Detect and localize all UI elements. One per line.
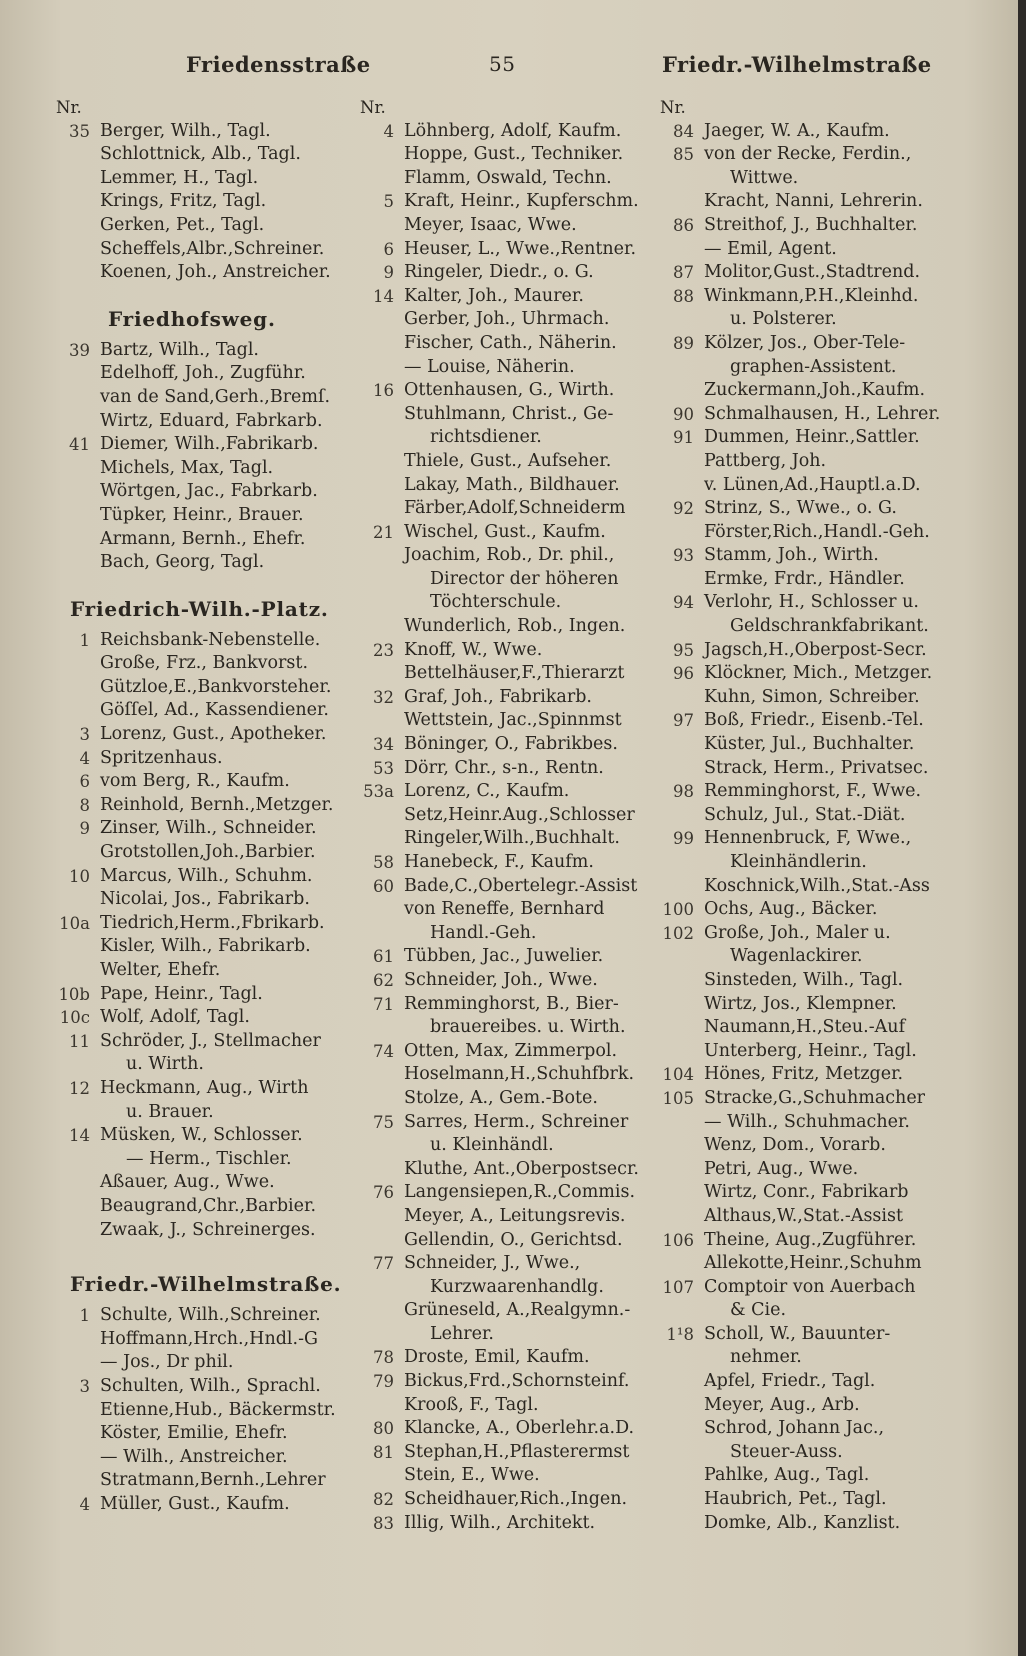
list-item: Wagenlackirer. bbox=[730, 946, 863, 967]
list-item: Scheffels,Albr.,Schreiner. bbox=[100, 238, 325, 259]
list-item: 23 Knoff, W., Wwe. bbox=[373, 639, 543, 660]
list-item: — Emil, Agent. bbox=[704, 238, 837, 259]
list-item: Grüneseld, A.,Realgymn.- bbox=[404, 1300, 631, 1321]
list-item: Tüpker, Heinr., Brauer. bbox=[100, 504, 304, 525]
list-item: 98 Remminghorst, F., Wwe. bbox=[673, 781, 922, 802]
list-item: Förster,Rich.,Handl.-Geh. bbox=[704, 521, 930, 542]
list-item: 96 Klöckner, Mich., Metzger. bbox=[673, 663, 933, 684]
list-item: 60 Bade,C.,Obertelegr.-Assist bbox=[373, 875, 638, 896]
list-item: 107 Comptoir von Auerbach bbox=[662, 1276, 916, 1297]
list-item: 39 Bartz, Wilh., Tagl. bbox=[69, 339, 259, 360]
list-item: Pahlke, Aug., Tagl. bbox=[704, 1465, 870, 1486]
list-item: 32 Graf, Joh., Fabrikarb. bbox=[373, 686, 592, 707]
list-item: 97 Boß, Friedr., Eisenb.-Tel. bbox=[673, 710, 924, 731]
list-item: Zuckermann,Joh.,Kaufm. bbox=[704, 380, 926, 401]
list-item: 3 Schulten, Wilh., Sprachl. bbox=[79, 1375, 321, 1396]
list-item: Gellendin, O., Gerichtsd. bbox=[404, 1229, 623, 1250]
list-item: richtsdiener. bbox=[430, 427, 542, 448]
list-item: Bettelhäuser,F.,Thierarzt bbox=[404, 663, 625, 684]
list-item: u. Polsterer. bbox=[730, 309, 837, 330]
list-item: Wirtz, Jos., Klempner. bbox=[704, 993, 897, 1014]
page-number: 55 bbox=[489, 52, 516, 76]
scan-edge bbox=[1018, 0, 1026, 1656]
list-item: Göſſel, Ad., Kassendiener. bbox=[100, 700, 329, 721]
list-item: 61 Tübben, Jac., Juwelier. bbox=[373, 946, 604, 967]
list-item: Handl.-Geh. bbox=[430, 922, 537, 943]
list-item: 5 Kraft, Heinr., Kupferschm. bbox=[383, 191, 639, 212]
list-item: 14 Kalter, Joh., Maurer. bbox=[373, 285, 584, 306]
list-item: Ermke, Frdr., Händler. bbox=[704, 568, 905, 589]
list-item: 78 Droste, Emil, Kaufm. bbox=[373, 1347, 590, 1368]
header-right-street: Friedr.-Wilhelmstraße bbox=[662, 52, 932, 77]
list-item: 6 Heuser, L., Wwe.,Rentner. bbox=[383, 238, 637, 259]
list-item: Nicolai, Jos., Fabrikarb. bbox=[100, 889, 310, 910]
list-item: 58 Hanebeck, F., Kaufm. bbox=[373, 852, 594, 872]
list-item: Meyer, Aug., Arb. bbox=[704, 1394, 860, 1415]
list-item: Hoffmann,Hrch.,Hndl.-G bbox=[100, 1328, 318, 1349]
list-item: Wittwe. bbox=[730, 167, 799, 188]
list-item: 79 Bickus,Frd.,Schornsteinf. bbox=[373, 1371, 630, 1392]
list-item: Lemmer, H., Tagl. bbox=[100, 167, 259, 188]
list-item: 80 Klancke, A., Oberlehr.a.D. bbox=[373, 1418, 635, 1439]
list-item: Stolze, A., Gem.-Bote. bbox=[404, 1087, 598, 1108]
list-item: 4 Löhnberg, Adolf, Kaufm. bbox=[383, 120, 622, 141]
list-item: Schrod, Johann Jac., bbox=[704, 1418, 885, 1439]
list-item: — Herm., Tischler. bbox=[126, 1148, 292, 1169]
list-item: graphen-Assistent. bbox=[730, 356, 897, 377]
section-heading: Friedhofsweg. bbox=[108, 306, 276, 331]
list-item: Gützloe,E.,Bankvorsteher. bbox=[100, 676, 332, 697]
list-item: Kisler, Wilh., Fabrikarb. bbox=[100, 936, 311, 957]
list-item: Köster, Emilie, Ehefr. bbox=[100, 1423, 288, 1444]
list-item: 74 Otten, Max, Zimmerpol. bbox=[373, 1040, 618, 1061]
list-item: Wunderlich, Rob., Ingen. bbox=[404, 616, 626, 637]
list-item: Fischer, Cath., Näherin. bbox=[404, 332, 617, 353]
list-item: 95 Jagsch,H.,Oberpost-Secr. bbox=[673, 639, 927, 660]
list-item: 93 Stamm, Joh., Wirth. bbox=[673, 545, 879, 566]
list-item: nehmer. bbox=[730, 1347, 802, 1368]
list-item: Kluthe, Ant.,Oberpostsecr. bbox=[404, 1158, 639, 1179]
page-header bbox=[0, 52, 1026, 82]
list-item: von Reneffe, Bernhard bbox=[404, 899, 605, 920]
list-item: 77 Schneider, J., Wwe., bbox=[373, 1253, 581, 1274]
list-item: Thiele, Gust., Aufseher. bbox=[404, 450, 612, 471]
list-item: Petri, Aug., Wwe. bbox=[704, 1158, 859, 1179]
list-item: Kurzwaarenhandlg. bbox=[430, 1276, 604, 1297]
list-item: 1¹8 Scholl, W., Bauunter- bbox=[666, 1323, 891, 1344]
list-item: 35 Berger, Wilh., Tagl. bbox=[69, 120, 271, 141]
list-item: Strack, Herm., Privatsec. bbox=[704, 757, 929, 778]
list-item: 62 Schneider, Joh., Wwe. bbox=[373, 969, 598, 990]
list-item: 85 von der Recke, Ferdin., bbox=[673, 144, 912, 165]
list-item: Schulz, Jul., Stat.-Diät. bbox=[704, 804, 906, 825]
list-item: Schlottnick, Alb., Tagl. bbox=[100, 144, 301, 165]
list-item: Wenz, Dom., Vorarb. bbox=[704, 1135, 886, 1156]
list-item: Steuer-Auss. bbox=[730, 1441, 843, 1462]
list-item: 53a Lorenz, C., Kaufm. bbox=[363, 781, 570, 802]
list-item: 90 Schmalhausen, H., Lehrer. bbox=[673, 403, 941, 424]
list-item: & Cie. bbox=[730, 1300, 787, 1321]
list-item: Welter, Ehefr. bbox=[100, 960, 221, 980]
list-item: Geldschrankfabrikant. bbox=[730, 616, 929, 637]
list-item: Koenen, Joh., Anstreicher. bbox=[100, 262, 331, 283]
list-item: 92 Strinz, S., Wwe., o. G. bbox=[673, 498, 897, 519]
list-item: 4 Spritzenhaus. bbox=[79, 747, 223, 768]
list-item: 75 Sarres, Herm., Schreiner bbox=[373, 1111, 629, 1132]
list-item: 91 Dummen, Heinr.,Sattler. bbox=[673, 427, 920, 448]
column-1 bbox=[56, 96, 356, 1636]
list-item: u. Wirth. bbox=[126, 1054, 204, 1075]
list-item: Gerken, Pet., Tagl. bbox=[100, 214, 265, 235]
list-item: Kuhn, Simon, Schreiber. bbox=[704, 686, 920, 707]
list-item: Flamm, Oswald, Techn. bbox=[404, 167, 612, 188]
list-item: Armann, Bernh., Ehefr. bbox=[100, 528, 306, 549]
list-item: brauereibes. u. Wirth. bbox=[430, 1017, 626, 1038]
list-item: 11 Schröder, J., Stellmacher bbox=[69, 1030, 321, 1051]
list-item: Töchterschule. bbox=[430, 592, 562, 613]
list-item: 100 Ochs, Aug., Bäcker. bbox=[662, 899, 878, 920]
header-left-street: Friedensstraße bbox=[186, 52, 371, 77]
list-item: 83 Illig, Wilh., Architekt. bbox=[373, 1512, 596, 1533]
list-item: 4 Müller, Gust., Kaufm. bbox=[79, 1493, 290, 1514]
list-item: Etienne,Hub., Bäckermstr. bbox=[100, 1399, 336, 1420]
list-item: Stein, E., Wwe. bbox=[404, 1465, 540, 1486]
list-item: Lakay, Math., Bildhauer. bbox=[404, 474, 620, 495]
list-item: 12 Heckmann, Aug., Wirth bbox=[69, 1077, 309, 1098]
list-item: Apfel, Friedr., Tagl. bbox=[704, 1371, 876, 1392]
list-item: Sinsteden, Wilh., Tagl. bbox=[704, 969, 904, 990]
list-item: Wirtz, Conr., Fabrikarb bbox=[704, 1182, 909, 1203]
list-item: Pattberg, Joh. bbox=[704, 450, 827, 471]
list-item: 9 Ringeler, Diedr., o. G. bbox=[383, 262, 594, 283]
list-item: 10c Wolf, Adolf, Tagl. bbox=[59, 1007, 250, 1028]
list-item: Küster, Jul., Buchhalter. bbox=[704, 734, 915, 755]
list-item: 82 Scheidhauer,Rich.,Ingen. bbox=[373, 1489, 628, 1510]
list-item: Koschnick,Wilh.,Stat.-Ass bbox=[704, 875, 930, 896]
list-item: Nr. bbox=[360, 98, 386, 117]
list-item: Färber,Adolf,Schneiderm bbox=[404, 498, 626, 519]
list-item: — Louise, Näherin. bbox=[404, 356, 575, 377]
list-item: Michels, Max, Tagl. bbox=[100, 457, 274, 478]
list-item: 89 Kölzer, Jos., Ober-Tele- bbox=[673, 332, 906, 353]
list-item: Hoselmann,H.,Schuhfbrk. bbox=[404, 1064, 635, 1085]
section-heading: Friedrich-Wilh.-Platz. bbox=[70, 596, 329, 621]
list-item: Bach, Georg, Tagl. bbox=[100, 552, 265, 573]
list-item: — Wilh., Anstreicher. bbox=[100, 1446, 288, 1467]
list-item: 16 Ottenhausen, G., Wirth. bbox=[373, 380, 615, 401]
list-item: 81 Stephan,H.,Pflasterermst bbox=[373, 1441, 630, 1462]
list-item: u. Brauer. bbox=[126, 1101, 214, 1122]
list-item: — Wilh., Schuhmacher. bbox=[704, 1111, 910, 1132]
list-item: 21 Wischel, Gust., Kaufm. bbox=[373, 521, 606, 542]
list-item: 76 Langensiepen,R.,Commis. bbox=[373, 1182, 636, 1203]
list-item: Krings, Fritz, Tagl. bbox=[100, 191, 267, 212]
list-item: Naumann,H.,Steu.-Auf bbox=[704, 1017, 906, 1038]
list-item: v. Lünen,Ad.,Hauptl.a.D. bbox=[704, 474, 921, 495]
list-item: Beaugrand,Chr.,Barbier. bbox=[100, 1195, 317, 1216]
list-item: Haubrich, Pet., Tagl. bbox=[704, 1489, 887, 1510]
list-item: Edelhoff, Joh., Zugführ. bbox=[100, 363, 306, 384]
list-item: 14 Müsken, W., Schlosser. bbox=[69, 1125, 303, 1146]
list-item: 106 Theine, Aug.,Zugführer. bbox=[662, 1229, 917, 1250]
list-item: 41 Diemer, Wilh.,Fabrikarb. bbox=[69, 434, 319, 455]
list-item: Althaus,W.,Stat.-Assist bbox=[704, 1205, 904, 1226]
list-item: Domke, Alb., Kanzlist. bbox=[704, 1512, 901, 1533]
column-3 bbox=[660, 96, 996, 1636]
list-item: Director der höheren bbox=[430, 568, 619, 589]
list-item: 88 Winkmann,P.H.,Kleinhd. bbox=[673, 285, 919, 306]
list-item: 9 Zinser, Wilh., Schneider. bbox=[79, 818, 317, 839]
list-item: 8 Reinhold, Bernh.,Metzger. bbox=[79, 794, 334, 815]
list-item: Wettstein, Jac.,Spinnmst bbox=[404, 710, 622, 731]
list-item: Ringeler,Wilh.,Buchhalt. bbox=[404, 828, 620, 849]
list-item: 1 Schulte, Wilh.,Schreiner. bbox=[79, 1305, 321, 1326]
list-item: Nr. bbox=[56, 98, 82, 117]
list-item: 10 Marcus, Wilh., Schuhm. bbox=[69, 865, 313, 886]
list-item: 94 Verlohr, H., Schlosser u. bbox=[673, 592, 919, 613]
list-item: 87 Molitor,Gust.,Stadtrend. bbox=[673, 262, 921, 283]
list-item: 1 Reichsbank-Nebenstelle. bbox=[79, 629, 321, 650]
list-item: 102 Große, Joh., Maler u. bbox=[662, 922, 891, 943]
column-2 bbox=[360, 96, 660, 1636]
list-item: Nr. bbox=[660, 98, 686, 117]
list-item: 53 Dörr, Chr., s-n., Rentn. bbox=[373, 757, 604, 778]
list-item: Wirtz, Eduard, Fabrkarb. bbox=[100, 410, 323, 431]
list-item: 34 Böninger, O., Fabrikbes. bbox=[373, 734, 618, 755]
list-item: van de Sand,Gerh.,Bremſ. bbox=[100, 386, 331, 407]
list-item: Hoppe, Gust., Techniker. bbox=[404, 144, 624, 165]
list-item: Aßauer, Aug., Wwe. bbox=[100, 1172, 275, 1193]
list-item: — Jos., Dr phil. bbox=[100, 1352, 234, 1373]
list-item: 10a Tiedrich,Herm.,Fbrikarb. bbox=[59, 912, 325, 933]
list-item: 71 Remminghorst, B., Bier- bbox=[373, 993, 619, 1014]
list-item: Setz,Heinr.Aug.,Schlosser bbox=[404, 804, 635, 825]
list-item: Kleinhändlerin. bbox=[730, 852, 867, 872]
list-item: Große, Frz., Bankvorst. bbox=[100, 653, 309, 674]
list-item: u. Kleinhändl. bbox=[430, 1135, 554, 1156]
list-item: Zwaak, J., Schreinerges. bbox=[100, 1219, 316, 1240]
list-item: Grotstollen,Joh.,Barbier. bbox=[100, 842, 316, 863]
list-item: Wörtgen, Jac., Fabrkarb. bbox=[100, 481, 318, 502]
list-item: Stratmann,Bernh.,Lehrer bbox=[100, 1470, 326, 1491]
list-item: Joachim, Rob., Dr. phil., bbox=[404, 545, 615, 566]
list-item: 10b Pape, Heinr., Tagl. bbox=[58, 983, 263, 1004]
list-item: Gerber, Joh., Uhrmach. bbox=[404, 309, 610, 330]
list-item: Stuhlmann, Christ., Ge- bbox=[404, 403, 614, 424]
section-heading: Friedr.-Wilhelmstraße. bbox=[70, 1272, 342, 1297]
list-item: 84 Jaeger, W. A., Kaufm. bbox=[673, 120, 890, 141]
list-item: 6 vom Berg, R., Kaufm. bbox=[79, 771, 290, 792]
list-item: 86 Streithof, J., Buchhalter. bbox=[673, 214, 918, 235]
list-item: 104 Hönes, Fritz, Metzger. bbox=[662, 1064, 904, 1085]
list-item: Allekotte,Heinr.,Schuhm bbox=[704, 1253, 922, 1274]
list-item: Krooß, F., Tagl. bbox=[404, 1394, 539, 1415]
list-item: Meyer, A., Leitungsrevis. bbox=[404, 1205, 626, 1226]
list-item: Meyer, Isaac, Wwe. bbox=[404, 214, 577, 235]
list-item: Lehrer. bbox=[430, 1323, 494, 1344]
list-item: 99 Hennenbruck, F, Wwe., bbox=[673, 828, 912, 849]
list-item: 3 Lorenz, Gust., Apotheker. bbox=[79, 724, 327, 745]
list-item: Kracht, Nanni, Lehrerin. bbox=[704, 191, 923, 212]
list-item: Unterberg, Heinr., Tagl. bbox=[704, 1040, 917, 1061]
list-item: 105 Stracke,G.,Schuhmacher bbox=[662, 1087, 926, 1108]
